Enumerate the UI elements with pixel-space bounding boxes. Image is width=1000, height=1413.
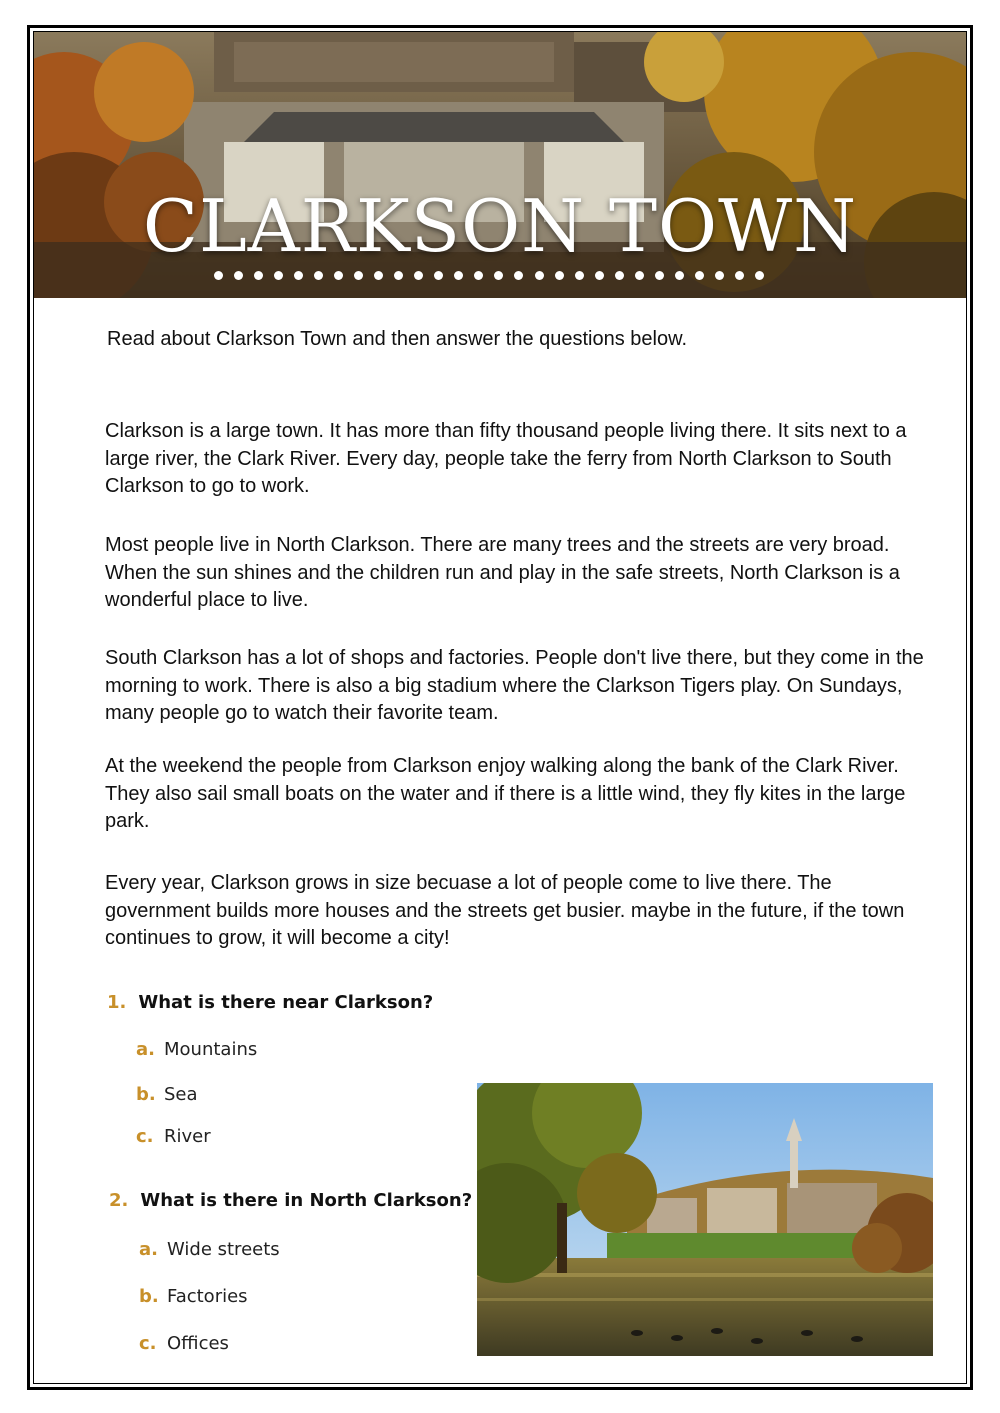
question-1-option-a[interactable] (136, 1039, 257, 1060)
question-text: What is there near Clarkson? (138, 992, 434, 1013)
option-text: Mountains (164, 1039, 258, 1060)
option-text: River (164, 1126, 211, 1147)
question-2-option-b[interactable] (139, 1286, 248, 1307)
paragraph-4: At the weekend the people from Clarkson enjoy walking along the bank of the Clark River. They also sail small boats on the water and if there is a little wind, they fly kites in the large park. (105, 755, 906, 832)
paragraph-2: Most people live in North Clarkson. There are many trees and the streets are very broad. When the sun shines and the children run and play in the safe streets, North Clarkson is a wonderful place to live. (105, 534, 900, 611)
question-1 (107, 992, 433, 1013)
question-2-option-c[interactable] (139, 1333, 229, 1354)
question-text: What is there in North Clarkson? (140, 1190, 473, 1211)
lake-campus-photo (477, 1083, 933, 1356)
question-2 (109, 1190, 472, 1211)
option-letter: b. (136, 1084, 156, 1105)
question-1-option-b[interactable] (136, 1084, 198, 1105)
question-number: 1. (107, 992, 127, 1013)
question-2-option-a[interactable] (139, 1239, 280, 1260)
option-letter: b. (139, 1286, 159, 1307)
paragraph-1: Clarkson is a large town. It has more than fifty thousand people living there. It sits next to a large river, the Clark River. Every day, people take the ferry from North Clarkson to South Clarkson to go to work. (105, 420, 907, 497)
paragraph-5: Every year, Clarkson grows in size becuase a lot of people come to live there. The government builds more houses and the streets get busier. maybe in the future, if the town continues to grow, it will become a city! (105, 872, 905, 949)
option-text: Sea (164, 1084, 198, 1105)
option-letter: c. (136, 1126, 154, 1147)
worksheet-page (33, 31, 967, 1384)
question-number: 2. (109, 1190, 129, 1211)
option-text: Offices (167, 1333, 229, 1354)
option-letter: a. (136, 1039, 155, 1060)
option-letter: c. (139, 1333, 157, 1354)
question-1-option-c[interactable] (136, 1126, 211, 1147)
banner-title: CLARKSON TOWN (142, 184, 858, 268)
option-letter: a. (139, 1239, 158, 1260)
decorative-dot-divider (214, 268, 764, 282)
paragraph-3: South Clarkson has a lot of shops and factories. People don't live there, but they come in the morning to work. There is also a big stadium where the Clarkson Tigers play. On Sundays, many people go to watch their favorite team. (105, 647, 924, 724)
option-text: Wide streets (167, 1239, 280, 1260)
instructions: Read about Clarkson Town and then answer the questions below. (107, 328, 688, 350)
title-banner (34, 32, 966, 298)
option-text: Factories (167, 1286, 248, 1307)
